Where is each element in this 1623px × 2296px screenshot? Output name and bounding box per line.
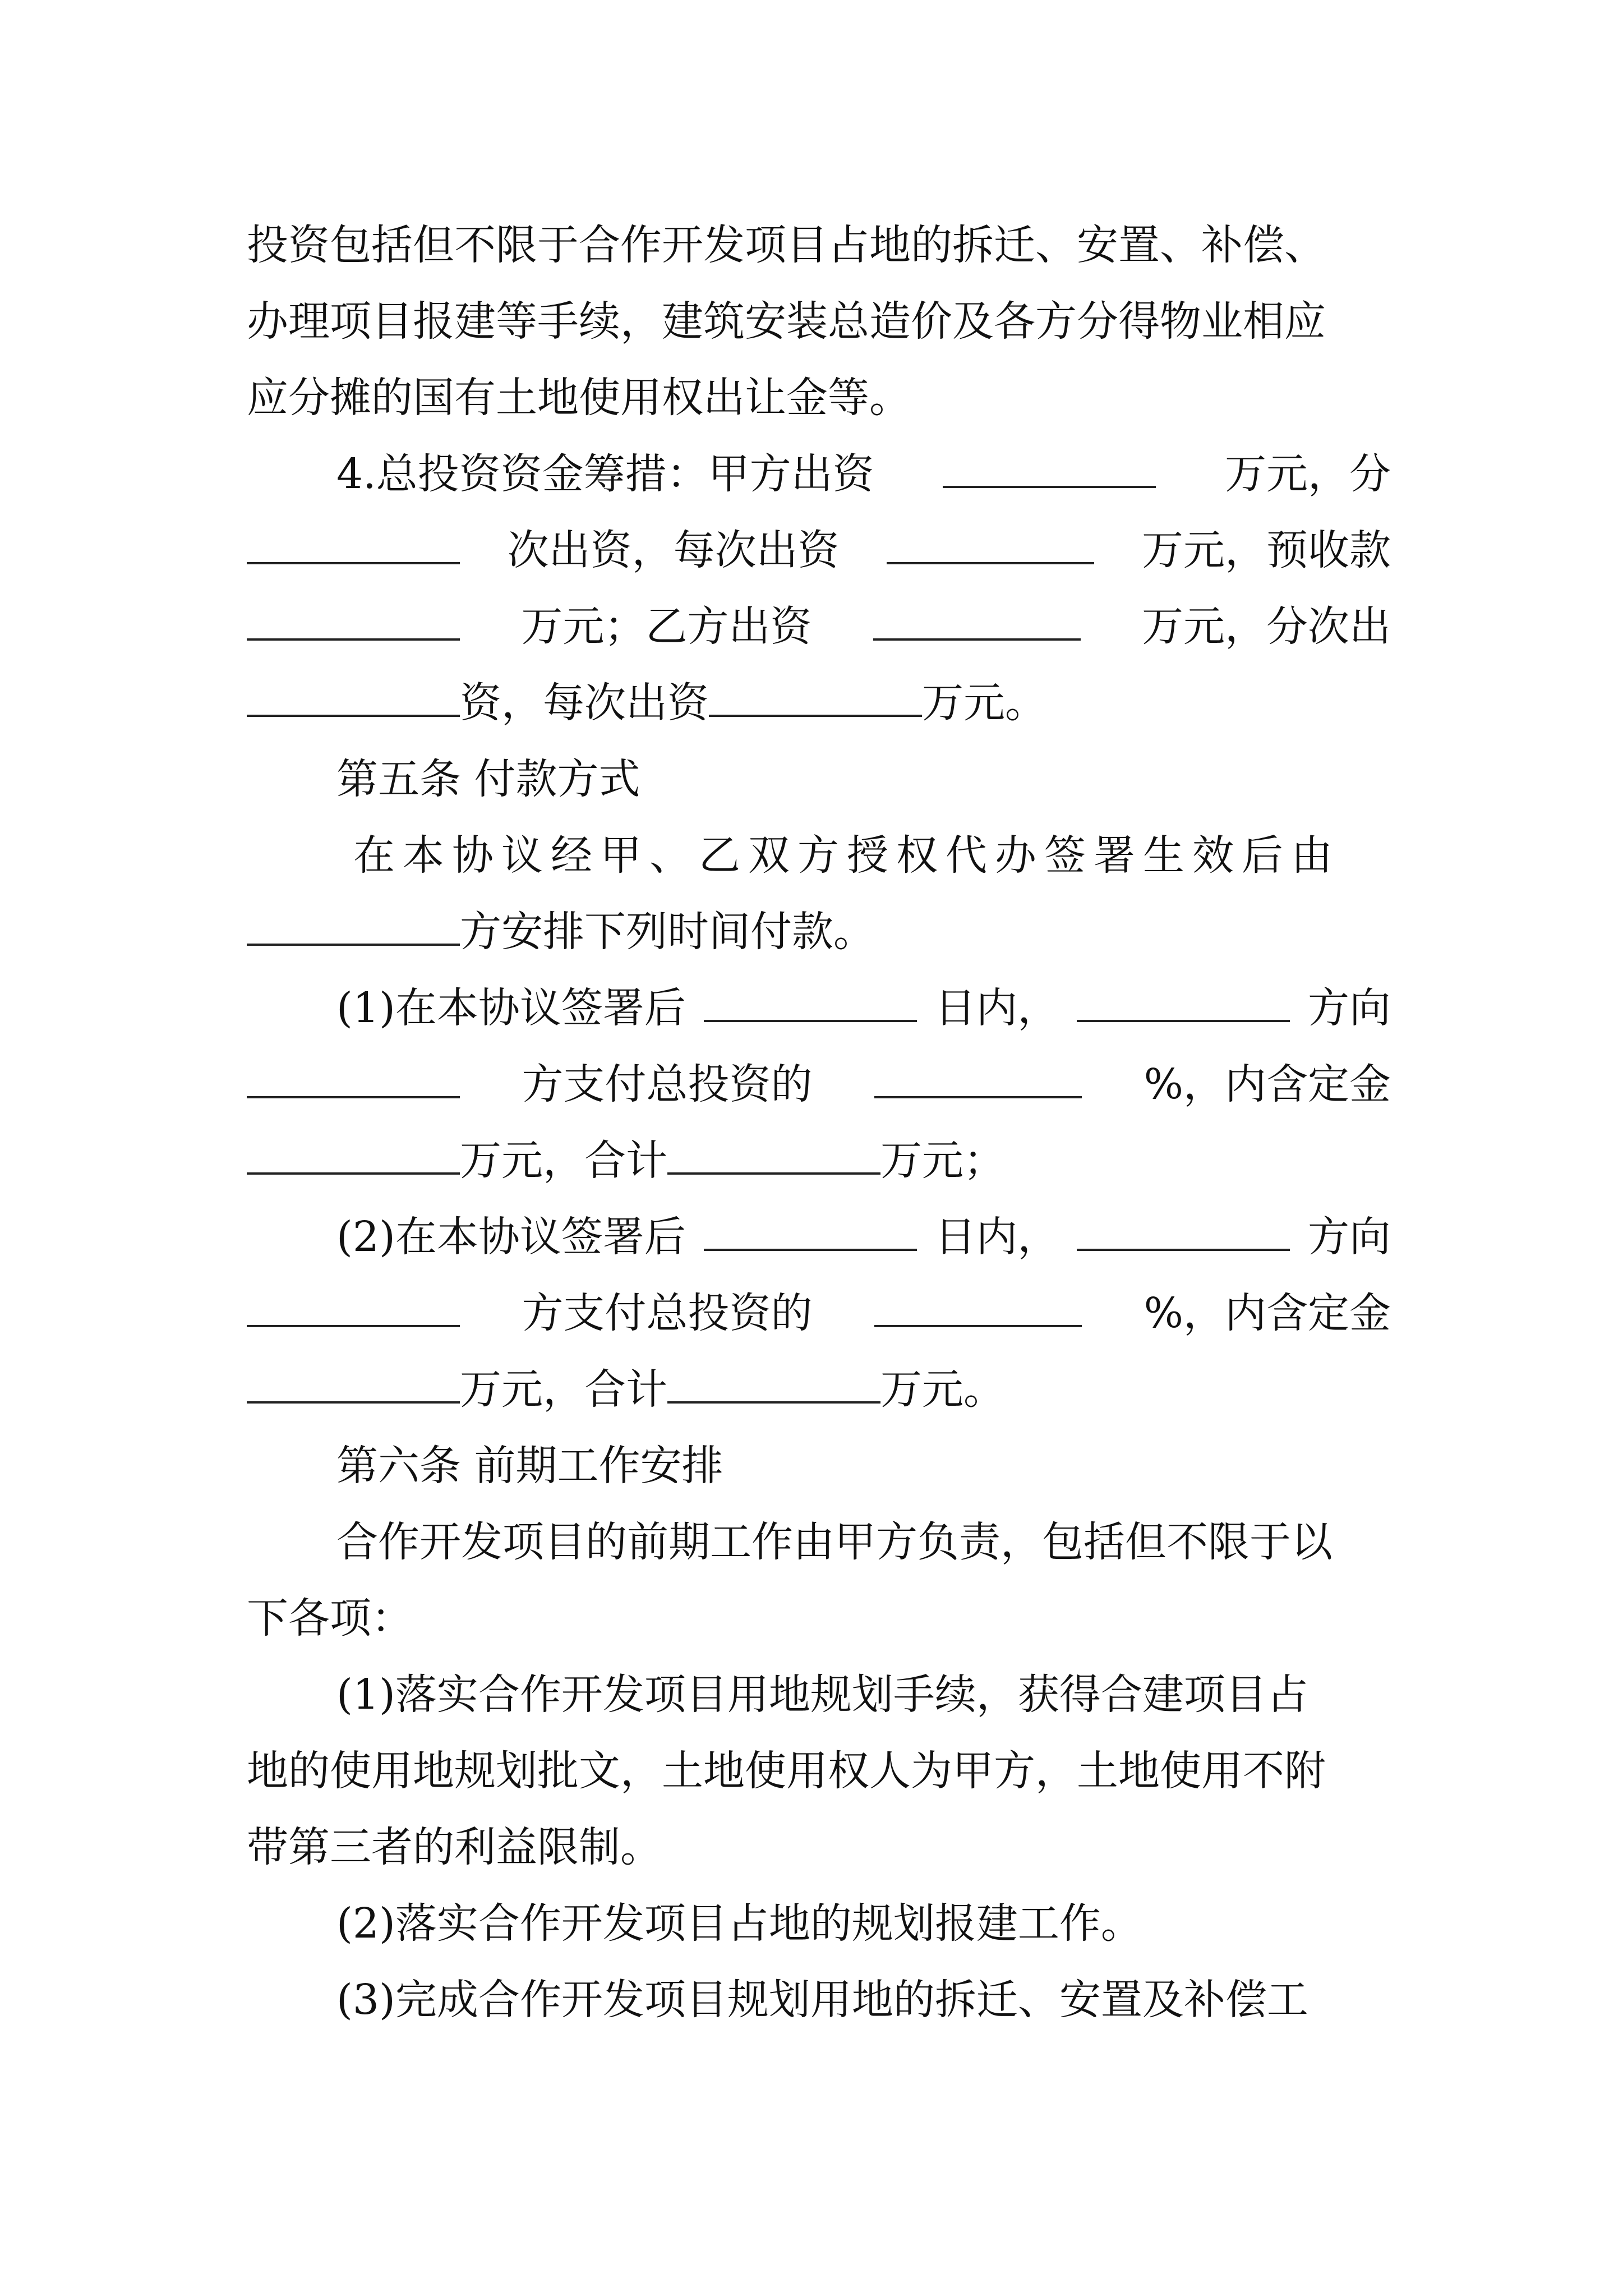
- text-line-22: 带第三者的利益限制。: [247, 1823, 662, 1871]
- blank-field[interactable]: [247, 1286, 460, 1327]
- clause-text: (2)在本协议签署后: [336, 1213, 686, 1261]
- clause-text: 资，每次出资: [460, 679, 709, 727]
- clause-text: 日内，: [934, 984, 1059, 1032]
- blank-field[interactable]: [1077, 1209, 1290, 1251]
- clause-text: 万元；: [880, 1137, 1005, 1185]
- blank-field[interactable]: [247, 1057, 460, 1098]
- blank-field[interactable]: [247, 1362, 460, 1404]
- blank-field[interactable]: [247, 1133, 460, 1175]
- clause-text: 万元。: [880, 1365, 1005, 1414]
- text-line-11: [336, 972, 1391, 1045]
- blank-field[interactable]: [667, 1362, 880, 1404]
- blank-field[interactable]: [247, 675, 460, 717]
- text-line-15: [247, 1277, 1391, 1350]
- clause-text: 万元，预收款: [1141, 526, 1391, 574]
- unit-text: 万元，分: [1224, 450, 1391, 498]
- section-heading-payment: 第五条 付款方式: [336, 755, 640, 803]
- text-line-5: [247, 514, 1391, 587]
- clause-text: 方向: [1307, 984, 1391, 1032]
- text-line-24: (3)完成合作开发项目规划用地的拆迁、安置及补偿工: [336, 1976, 1308, 2024]
- text-line-14: [336, 1200, 1391, 1273]
- text-line-18: 合作开发项目的前期工作由甲方负责，包括但不限于以: [336, 1518, 1332, 1566]
- text-line-20: (1)落实合作开发项目用地规划手续，获得合建项目占: [336, 1671, 1308, 1719]
- clause-text: (1)在本协议签署后: [336, 984, 686, 1032]
- text-line-2: 办理项目报建等手续，建筑安装总造价及各方分得物业相应: [247, 297, 1326, 346]
- text-line-16: [247, 1353, 1391, 1426]
- clause-text: 万元；乙方出资: [521, 602, 812, 651]
- section-heading-preliminary-work: 第六条 前期工作安排: [336, 1442, 723, 1490]
- text-line-7: [247, 666, 1391, 739]
- blank-field[interactable]: [874, 1057, 1082, 1098]
- blank-field[interactable]: [247, 904, 460, 946]
- investment-raising-label: 4.总投资资金筹措：甲方出资: [336, 450, 874, 498]
- text-line-10: [247, 895, 1391, 968]
- blank-field[interactable]: [943, 447, 1156, 488]
- clause-text: 万元，合计: [460, 1365, 667, 1414]
- text-line-6: [247, 590, 1391, 663]
- clause-text: 方支付总投资的: [522, 1289, 813, 1337]
- text-line-9: 在本协议经甲、乙双方授权代办签署生效后由: [353, 831, 1340, 880]
- text-line-1: 投资包括但不限于合作开发项目占地的拆迁、安置、补偿、: [247, 221, 1326, 269]
- blank-field[interactable]: [247, 599, 460, 641]
- text-line-23: (2)落实合作开发项目占地的规划报建工作。: [336, 1899, 1142, 1948]
- text-line-3: 应分摊的国有土地使用权出让金等。: [247, 374, 911, 422]
- clause-text: 方向: [1307, 1213, 1391, 1261]
- clause-text: 方安排下列时间付款。: [460, 908, 875, 956]
- blank-field[interactable]: [709, 675, 922, 717]
- blank-field[interactable]: [704, 981, 917, 1022]
- clause-text: 方支付总投资的: [522, 1060, 813, 1108]
- clause-text: 万元，分次出: [1141, 602, 1391, 651]
- blank-field[interactable]: [247, 523, 460, 564]
- clause-text: 次出资，每次出资: [507, 526, 840, 574]
- text-line-19: 下各项：: [247, 1594, 413, 1642]
- text-line-4: [336, 438, 1391, 510]
- text-line-21: 地的使用地规划批文，土地使用权人为甲方，土地使用不附: [247, 1747, 1326, 1795]
- blank-field[interactable]: [1077, 981, 1290, 1022]
- clause-text: 日内，: [934, 1213, 1059, 1261]
- text-line-12: [247, 1048, 1391, 1121]
- text-line-13: [247, 1124, 1391, 1197]
- blank-field[interactable]: [874, 1286, 1082, 1327]
- blank-field[interactable]: [887, 523, 1094, 564]
- blank-field[interactable]: [667, 1133, 880, 1175]
- clause-text: 万元。: [922, 679, 1046, 727]
- clause-text: 万元，合计: [460, 1137, 667, 1185]
- clause-text: %，内含定金: [1144, 1060, 1391, 1108]
- blank-field[interactable]: [704, 1209, 917, 1251]
- blank-field[interactable]: [873, 599, 1081, 641]
- clause-text: %，内含定金: [1144, 1289, 1391, 1337]
